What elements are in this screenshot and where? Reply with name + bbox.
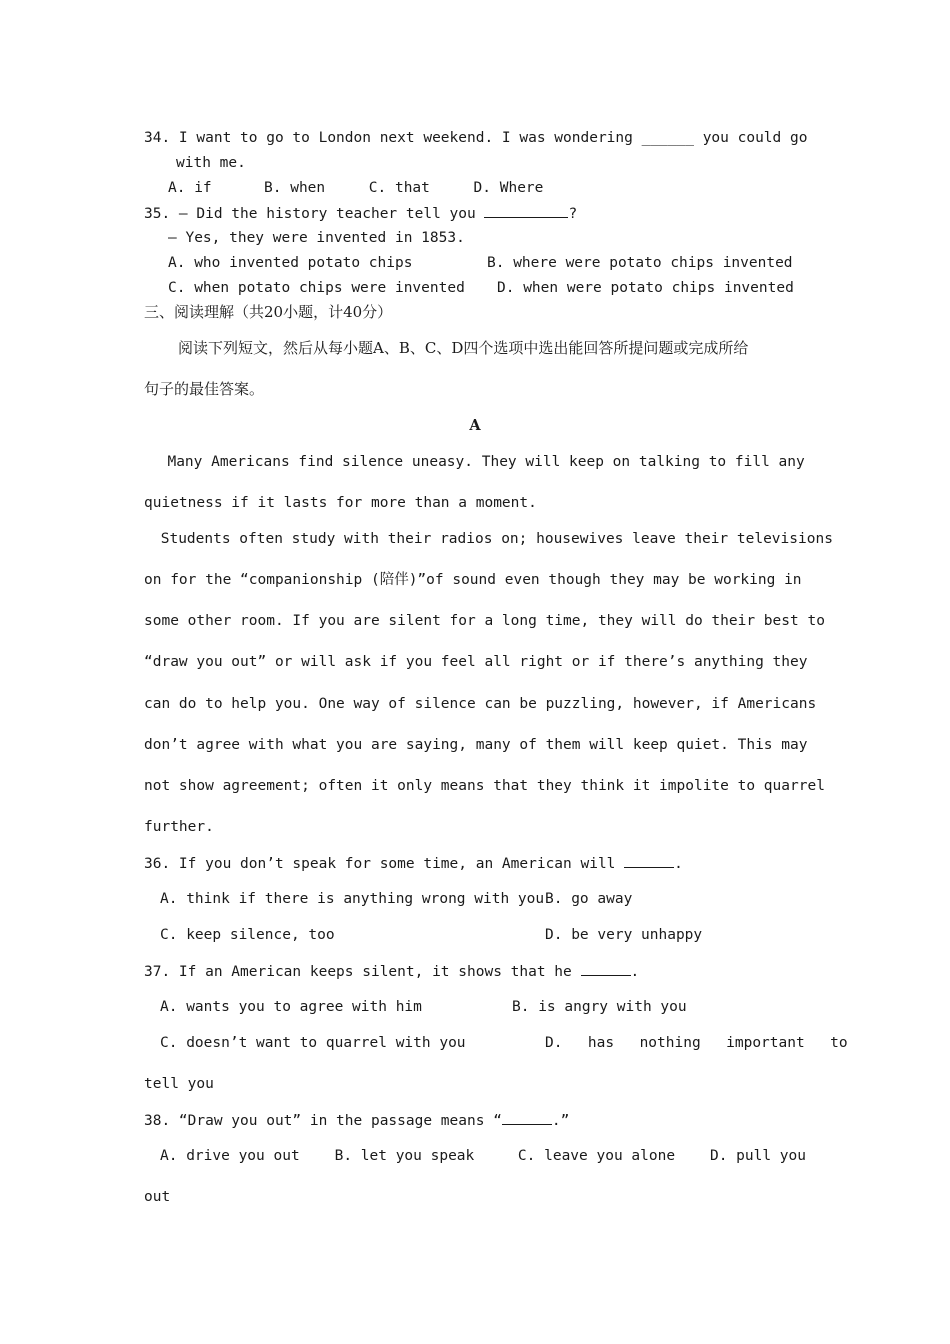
q35-stem bbox=[144, 203, 577, 224]
q35-option-c-text2: were invented bbox=[351, 280, 465, 296]
q37-option-d-cont: tell you bbox=[144, 1076, 214, 1092]
q38-stem-text: 38. “Draw you out” in the passage means “ bbox=[144, 1113, 502, 1129]
q36-stem-text: 36. If you don’t speak for some time, an American will bbox=[144, 856, 625, 872]
passage-line: on for the “companionship (陪伴)”of sound even though they may be working in bbox=[144, 572, 802, 588]
q35-option-c-text1: C. when potato chips bbox=[168, 280, 352, 296]
passage-line: further. bbox=[144, 819, 214, 835]
q36-stem bbox=[144, 853, 683, 874]
passage-line: quietness if it lasts for more than a moment. bbox=[144, 495, 537, 511]
passage-line: can do to help you. One way of silence can be puzzling, however, if Americans bbox=[144, 696, 817, 712]
answer-blank bbox=[502, 1110, 552, 1125]
q35-option-a: A. who invented potato chips bbox=[168, 255, 413, 271]
q35-option-d: D. when were potato chips invented bbox=[497, 280, 794, 296]
passage-line: Many Americans find silence uneasy. They will keep on talking to fill any bbox=[150, 454, 805, 470]
q35-stem-end: ? bbox=[568, 206, 578, 222]
answer-blank bbox=[484, 203, 568, 218]
q37-option-a: A. wants you to agree with him bbox=[160, 999, 422, 1015]
q36-option-b: B. go away bbox=[545, 891, 633, 907]
q36-option-a: A. think if there is anything wrong with you bbox=[160, 891, 545, 907]
q34-options: A. if B. when C. that D. Where bbox=[168, 180, 544, 196]
passage-line: not show agreement; often it only means that they think it impolite to quarrel bbox=[144, 778, 825, 794]
q35-answer-line: — Yes, they were invented in 1853. bbox=[168, 230, 465, 246]
instructions-line2: 句子的最佳答案。 bbox=[144, 380, 265, 398]
passage-title: A bbox=[469, 417, 481, 434]
passage-line: Students often study with their radios on; housewives leave their televisions bbox=[152, 531, 833, 547]
q37-option-b: B. is angry with you bbox=[512, 999, 687, 1015]
q37-stem-end: . bbox=[630, 964, 640, 980]
q36-option-c: C. keep silence, too bbox=[160, 927, 335, 943]
q38-stem bbox=[144, 1110, 569, 1131]
q37-stem bbox=[144, 961, 639, 982]
section-heading: 三、阅读理解（共20小题，计40分） bbox=[144, 303, 393, 321]
passage-line: “draw you out” or will ask if you feel all right or if there’s anything they bbox=[144, 654, 808, 670]
passage-line: some other room. If you are silent for a long time, they will do their best to bbox=[144, 613, 825, 629]
q38-options-cont: out bbox=[144, 1189, 171, 1205]
q36-option-d: D. be very unhappy bbox=[545, 927, 703, 943]
q37-option-c: C. doesn’t want to quarrel with you bbox=[160, 1035, 466, 1051]
q38-stem-end: .” bbox=[551, 1113, 570, 1129]
q34-stem-line1: 34. I want to go to London next weekend. I was wondering ______ you could go bbox=[144, 130, 808, 146]
q38-options: A. drive you out B. let you speak C. leave you alone D. pull you bbox=[160, 1148, 807, 1164]
q36-stem-end: . bbox=[674, 856, 683, 872]
q37-stem-text: 37. If an American keeps silent, it shows that he bbox=[144, 964, 581, 980]
answer-blank bbox=[624, 853, 674, 868]
q35-stem-text: 35. — Did the history teacher tell you bbox=[144, 206, 485, 222]
passage-line: don’t agree with what you are saying, many of them will keep quiet. This may bbox=[144, 737, 808, 753]
q37-option-d: D. has nothing important to bbox=[545, 1035, 848, 1051]
q35-option-c bbox=[168, 278, 465, 298]
instructions-line1: 阅读下列短文，然后从每小题A、B、C、D四个选项中选出能回答所提问题或完成所给 bbox=[178, 339, 749, 357]
answer-blank bbox=[581, 961, 631, 976]
q34-stem-line2: with me. bbox=[176, 155, 246, 171]
q35-option-b: B. where were potato chips invented bbox=[487, 255, 793, 271]
